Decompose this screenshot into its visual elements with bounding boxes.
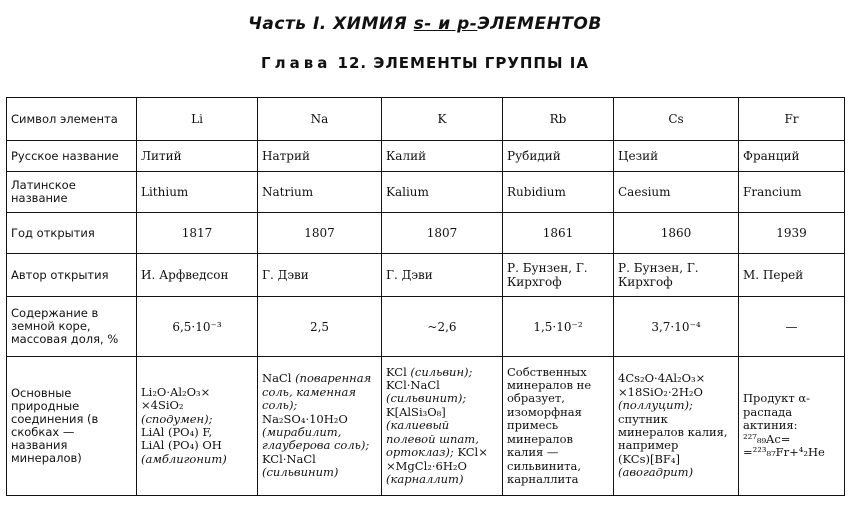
row-header-content: Содержание в земной коре, массовая доля, % bbox=[7, 297, 137, 357]
mineral-name: (поваренная соль, каменная соль); bbox=[262, 371, 372, 413]
row-symbol bbox=[7, 98, 845, 141]
cell-compounds-rb: Собственных минералов не образует, изоморфная примесь минералов калия — сильвинита, карналлита bbox=[503, 357, 614, 496]
mineral-name: (мирабилит, глауберова соль); bbox=[262, 425, 370, 453]
cell-author-k: Г. Дэви bbox=[382, 254, 503, 297]
part-title-mid: s- и p- bbox=[413, 14, 478, 34]
compound-text: Li₂O·Al₂O₃× bbox=[141, 384, 211, 399]
mineral-name: (сильвинит); bbox=[386, 391, 467, 406]
compound-text: KCl bbox=[386, 364, 411, 379]
compound-text: ×4SiO₂ bbox=[141, 398, 184, 413]
cell-year-fr: 1939 bbox=[739, 213, 845, 254]
cell-russian-k: Калий bbox=[382, 141, 503, 172]
cell-symbol-na: Na bbox=[258, 98, 382, 141]
cell-russian-cs: Цезий bbox=[614, 141, 739, 172]
row-latin bbox=[7, 172, 845, 213]
cell-compounds-fr bbox=[739, 357, 845, 496]
mineral-name: (авогадрит) bbox=[618, 465, 694, 480]
cell-latin-k: Kalium bbox=[382, 172, 503, 213]
cell-content-cs: 3,7·10⁻⁴ bbox=[614, 297, 739, 357]
cell-latin-cs: Caesium bbox=[614, 172, 739, 213]
chapter-word: Глава bbox=[261, 54, 332, 72]
row-header-symbol: Символ элемента bbox=[7, 98, 137, 141]
compound-text: K[AlSi₃O₈] bbox=[386, 404, 446, 419]
compound-text: =²²³₈₇Fr+⁴₂He bbox=[743, 445, 825, 460]
compound-text: KCl× bbox=[453, 445, 488, 460]
row-header-compounds: Основные природные соединения (в скобках — названия минералов) bbox=[7, 357, 137, 496]
cell-year-cs: 1860 bbox=[614, 213, 739, 254]
compound-text: LiAl (PO₄) OH bbox=[141, 438, 222, 453]
cell-compounds-li bbox=[137, 357, 258, 496]
cell-russian-rb: Рубидий bbox=[503, 141, 614, 172]
mineral-name: (поллуцит); bbox=[618, 398, 693, 413]
row-russian bbox=[7, 141, 845, 172]
chapter-title bbox=[0, 54, 850, 72]
compound-text: KCl·NaCl bbox=[386, 378, 440, 393]
part-title bbox=[0, 14, 850, 34]
compound-text: Na₂SO₄·10H₂O bbox=[262, 411, 348, 426]
row-compounds bbox=[7, 357, 845, 496]
mineral-name: (карналлит) bbox=[386, 471, 464, 486]
compound-text: NaCl bbox=[262, 371, 296, 386]
cell-content-fr: — bbox=[739, 297, 845, 357]
part-title-end: ЭЛЕМЕНТОВ bbox=[477, 14, 602, 34]
cell-compounds-k bbox=[382, 357, 503, 496]
cell-latin-li: Lithium bbox=[137, 172, 258, 213]
cell-symbol-li: Li bbox=[137, 98, 258, 141]
cell-author-fr: М. Перей bbox=[739, 254, 845, 297]
compound-text: LiAl (PO₄) F, bbox=[141, 425, 213, 439]
compound-text: ×MgCl₂·6H₂O bbox=[386, 458, 467, 473]
row-header-latin: Латинское название bbox=[7, 172, 137, 213]
mineral-name: (калиевый полевой шпат, ортоклаз); bbox=[386, 418, 479, 460]
cell-compounds-cs bbox=[614, 357, 739, 496]
cell-author-cs: Р. Бунзен, Г. Кирхгоф bbox=[614, 254, 739, 297]
cell-content-k: ~2,6 bbox=[382, 297, 503, 357]
mineral-name: (сподумен); bbox=[141, 411, 213, 426]
cell-content-rb: 1,5·10⁻² bbox=[503, 297, 614, 357]
row-content bbox=[7, 297, 845, 357]
row-header-year: Год открытия bbox=[7, 213, 137, 254]
elements-table bbox=[6, 97, 845, 496]
row-header-russian: Русское название bbox=[7, 141, 137, 172]
cell-russian-fr: Франций bbox=[739, 141, 845, 172]
compound-text: ²²⁷₈₉Ac= bbox=[743, 431, 791, 446]
compound-text: Продукт α-распада актиния: bbox=[743, 391, 811, 433]
cell-russian-li: Литий bbox=[137, 141, 258, 172]
mineral-name: (амблигонит) bbox=[141, 451, 227, 466]
cell-year-k: 1807 bbox=[382, 213, 503, 254]
cell-latin-fr: Francium bbox=[739, 172, 845, 213]
cell-symbol-rb: Rb bbox=[503, 98, 614, 141]
row-header-author: Автор открытия bbox=[7, 254, 137, 297]
part-title-start: Часть I. ХИМИЯ bbox=[248, 14, 414, 34]
cell-author-rb: Р. Бунзен, Г. Кирхгоф bbox=[503, 254, 614, 297]
cell-latin-na: Natrium bbox=[258, 172, 382, 213]
mineral-name: (сильвин); bbox=[410, 364, 473, 379]
cell-russian-na: Натрий bbox=[258, 141, 382, 172]
compound-text: (KCs)[BF₄] bbox=[618, 451, 680, 466]
cell-content-na: 2,5 bbox=[258, 297, 382, 357]
row-year bbox=[7, 213, 845, 254]
row-author bbox=[7, 254, 845, 297]
cell-compounds-na bbox=[258, 357, 382, 496]
chapter-rest: 12. ЭЛЕМЕНТЫ ГРУППЫ IA bbox=[331, 54, 589, 72]
compound-text: ×18SiO₂·2H₂O bbox=[618, 384, 703, 399]
cell-year-rb: 1861 bbox=[503, 213, 614, 254]
cell-author-li: И. Арфведсон bbox=[137, 254, 258, 297]
cell-symbol-fr: Fr bbox=[739, 98, 845, 141]
cell-author-na: Г. Дэви bbox=[258, 254, 382, 297]
cell-content-li: 6,5·10⁻³ bbox=[137, 297, 258, 357]
mineral-name: (сильвинит) bbox=[262, 465, 339, 480]
cell-year-na: 1807 bbox=[258, 213, 382, 254]
compound-text: спутник минералов калия, например bbox=[618, 411, 728, 453]
cell-year-li: 1817 bbox=[137, 213, 258, 254]
cell-latin-rb: Rubidium bbox=[503, 172, 614, 213]
cell-symbol-k: K bbox=[382, 98, 503, 141]
compound-text: 4Cs₂O·4Al₂O₃× bbox=[618, 371, 706, 386]
compound-text: KCl·NaCl bbox=[262, 451, 316, 466]
cell-symbol-cs: Cs bbox=[614, 98, 739, 141]
